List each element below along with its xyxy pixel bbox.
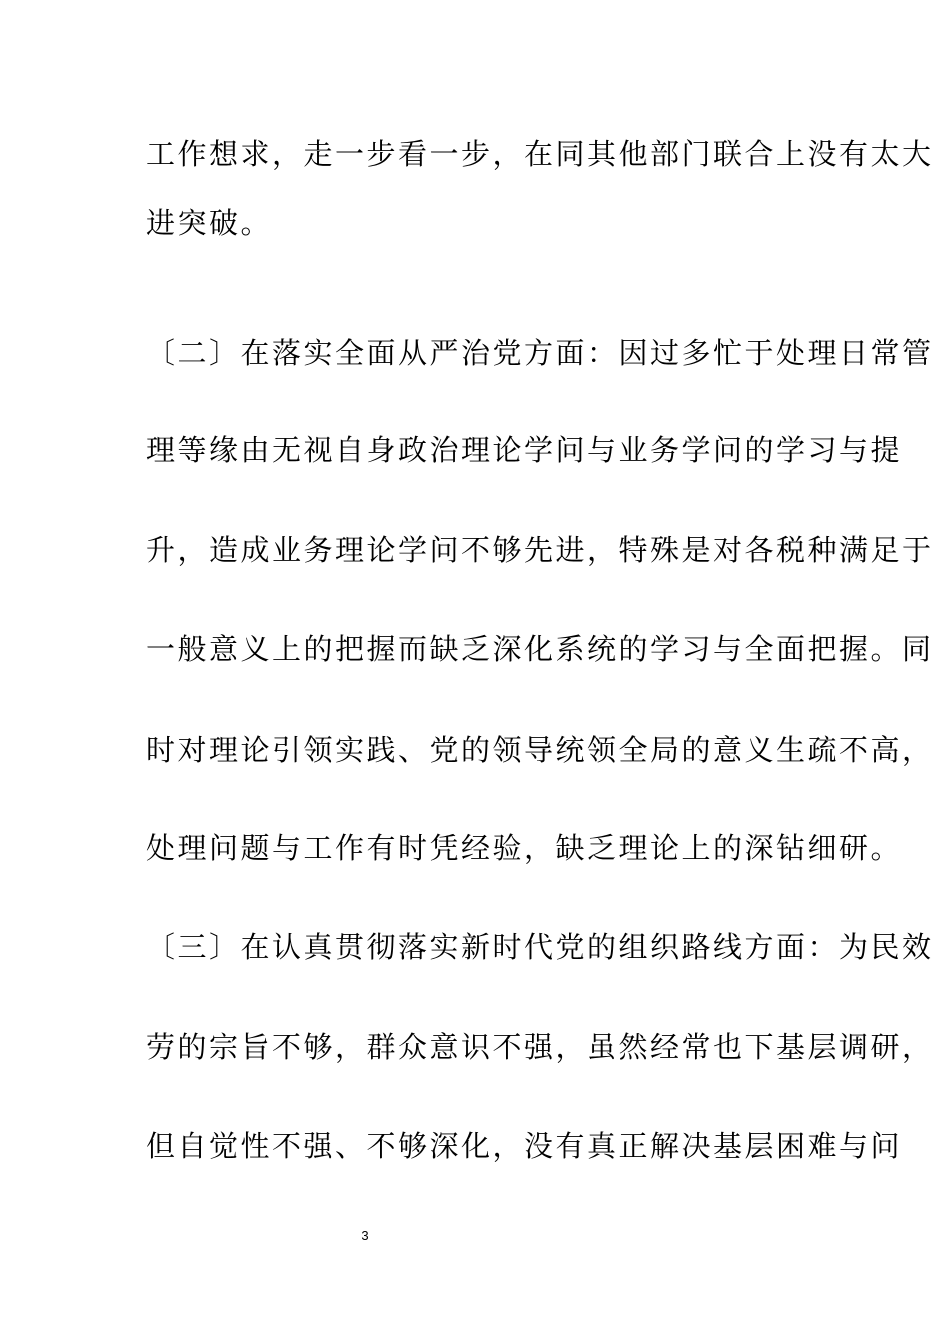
text-line: 一般意义上的把握而缺乏深化系统的学习与全面把握。同 [146, 632, 934, 666]
text-line: 处理问题与工作有时凭经验，缺乏理论上的深钻细研。 [146, 831, 903, 865]
text-line: 进突破。 [146, 206, 273, 240]
text-line: 理等缘由无视自身政治理论学问与业务学问的学习与提 [146, 433, 903, 467]
page-number: 3 [361, 1228, 369, 1243]
text-line: 升，造成业务理论学问不够先进，特殊是对各税种满足于 [146, 533, 934, 567]
text-line: 时对理论引领实践、党的领导统领全局的意义生疏不高， [146, 733, 934, 767]
text-line: 劳的宗旨不够，群众意识不强，虽然经常也下基层调研， [146, 1030, 934, 1064]
text-line: 〔三〕在认真贯彻落实新时代党的组织路线方面：为民效 [146, 930, 934, 964]
text-line: 〔二〕在落实全面从严治党方面：因过多忙于处理日常管 [146, 336, 934, 370]
text-line: 但自觉性不强、不够深化，没有真正解决基层困难与问 [146, 1129, 903, 1163]
text-line: 工作想求，走一步看一步，在同其他部门联合上没有太大 [146, 137, 934, 171]
